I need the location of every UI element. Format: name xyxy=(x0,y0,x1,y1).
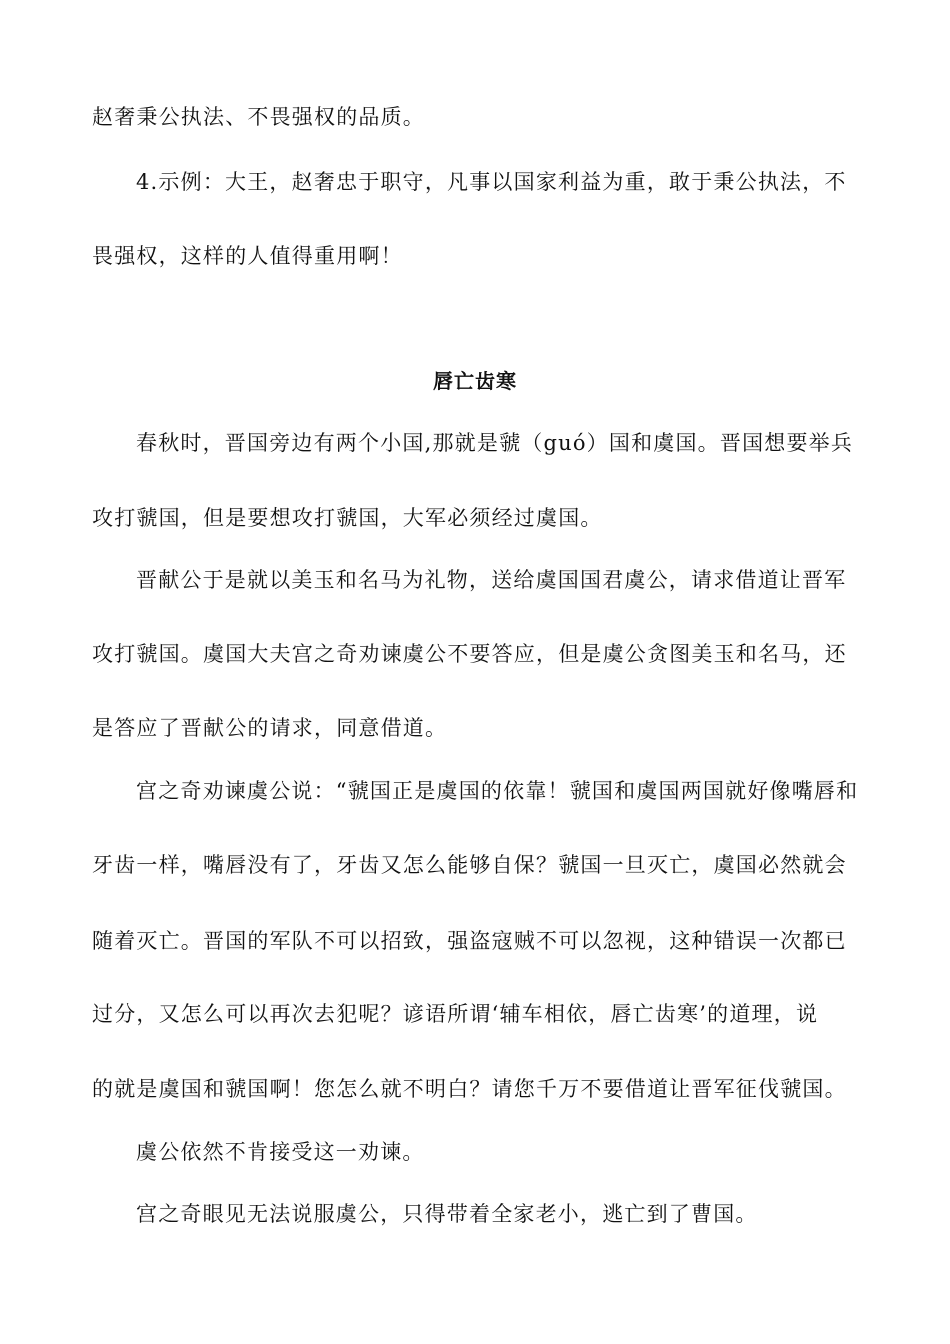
text-line: 随着灭亡。晋国的军队不可以招致，强盗寇贼不可以忽视，这种错误一次都已 xyxy=(92,929,847,953)
text-line: 攻打虢国。虞国大夫宫之奇劝谏虞公不要答应，但是虞公贪图美玉和名马，还 xyxy=(92,642,847,666)
text-line: 过分，又怎么可以再次去犯呢？谚语所谓‘辅车相依，唇亡齿寒’的道理，说 xyxy=(92,1002,819,1026)
text-line: 赵奢秉公执法、不畏强权的品质。 xyxy=(92,105,425,129)
text-line: 攻打虢国，但是要想攻打虢国，大军必须经过虞国。 xyxy=(92,506,603,530)
text-line: 的就是虞国和虢国啊！您怎么就不明白？请您千万不要借道让晋军征伐虢国。 xyxy=(92,1077,847,1101)
text-line: 春秋时，晋国旁边有两个小国,那就是虢（guó）国和虞国。晋国想要举兵 xyxy=(136,431,854,455)
text-line: 4.示例：大王，赵奢忠于职守，凡事以国家利益为重，敢于秉公执法，不 xyxy=(136,170,847,194)
text-line: 牙齿一样，嘴唇没有了，牙齿又怎么能够自保？虢国一旦灭亡，虞国必然就会 xyxy=(92,853,847,877)
text-line: 虞公依然不肯接受这一劝谏。 xyxy=(136,1140,425,1164)
section-title: 唇亡齿寒 xyxy=(433,369,517,393)
text-line: 是答应了晋献公的请求，同意借道。 xyxy=(92,716,448,740)
text-line: 畏强权，这样的人值得重用啊！ xyxy=(92,244,403,268)
text-line: 宫之奇眼见无法说服虞公，只得带着全家老小，逃亡到了曹国。 xyxy=(136,1202,758,1226)
text-line: 晋献公于是就以美玉和名马为礼物，送给虞国国君虞公，请求借道让晋军 xyxy=(136,568,847,592)
text-line: 宫之奇劝谏虞公说：“虢国正是虞国的依靠！虢国和虞国两国就好像嘴唇和 xyxy=(136,779,859,803)
